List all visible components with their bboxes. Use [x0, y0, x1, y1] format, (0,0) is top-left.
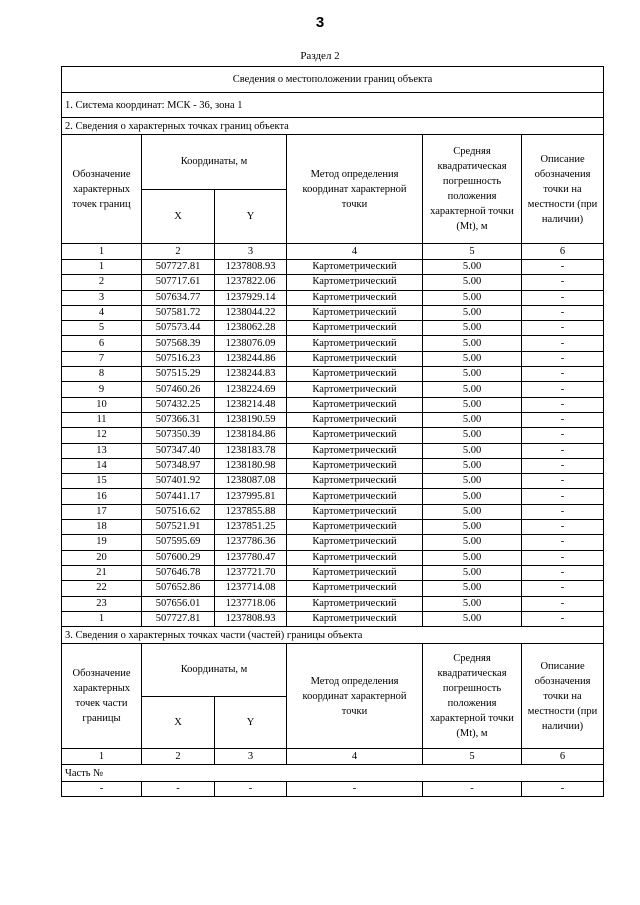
table-row: [62, 367, 604, 382]
point-number: 13: [62, 443, 142, 458]
point-description: -: [522, 367, 604, 382]
parts-header-method: Метод определения координат характерной точки: [287, 644, 423, 749]
point-description: -: [522, 351, 604, 366]
point-accuracy: 5.00: [423, 305, 522, 320]
header-description: Описание обозначения точки на местности (при наличии): [522, 135, 604, 244]
point-number: 20: [62, 550, 142, 565]
point-method: Картометрический: [287, 428, 423, 443]
point-method: Картометрический: [287, 336, 423, 351]
point-accuracy: 5.00: [423, 336, 522, 351]
point-accuracy: 5.00: [423, 412, 522, 427]
point-description: -: [522, 611, 604, 626]
point-x: 507634.77: [142, 290, 215, 305]
table-row: [62, 535, 604, 550]
point-y: 1237714.08: [215, 581, 287, 596]
empty-cell: -: [423, 782, 522, 797]
empty-cell: -: [62, 782, 142, 797]
point-method: Картометрический: [287, 565, 423, 580]
point-number: 2: [62, 275, 142, 290]
table-row: [62, 596, 604, 611]
point-x: 507516.62: [142, 504, 215, 519]
point-accuracy: 5.00: [423, 474, 522, 489]
point-number: 18: [62, 520, 142, 535]
parts-column-numbers-row: [62, 749, 604, 765]
header-x: X: [142, 189, 215, 244]
section-label: Раздел 2: [300, 50, 340, 62]
point-accuracy: 5.00: [423, 504, 522, 519]
point-method: Картометрический: [287, 611, 423, 626]
parts-section-title: 3. Сведения о характерных точках части (частей) границы объекта: [62, 627, 604, 644]
point-description: -: [522, 474, 604, 489]
point-x: 507348.97: [142, 458, 215, 473]
points-section-title: 2. Сведения о характерных точках границ объекта: [62, 118, 604, 135]
table-title: Сведения о местоположении границ объекта: [62, 67, 604, 93]
column-number: 3: [215, 749, 287, 765]
table-row: [62, 565, 604, 580]
column-number: 5: [423, 244, 522, 260]
header-point-designation: Обозначение характерных точек границ: [62, 135, 142, 244]
point-x: 507350.39: [142, 428, 215, 443]
point-description: -: [522, 260, 604, 275]
point-description: -: [522, 458, 604, 473]
table-row: [62, 443, 604, 458]
point-description: -: [522, 336, 604, 351]
point-x: 507656.01: [142, 596, 215, 611]
point-method: Картометрический: [287, 520, 423, 535]
point-number: 8: [62, 367, 142, 382]
point-y: 1237808.93: [215, 260, 287, 275]
point-number: 23: [62, 596, 142, 611]
point-y: 1238062.28: [215, 321, 287, 336]
column-number: 4: [287, 244, 423, 260]
point-number: 22: [62, 581, 142, 596]
point-accuracy: 5.00: [423, 458, 522, 473]
point-x: 507646.78: [142, 565, 215, 580]
point-accuracy: 5.00: [423, 443, 522, 458]
point-number: 1: [62, 260, 142, 275]
point-x: 507521.91: [142, 520, 215, 535]
point-number: 6: [62, 336, 142, 351]
column-number: 6: [522, 749, 604, 765]
point-x: 507516.23: [142, 351, 215, 366]
point-x: 507432.25: [142, 397, 215, 412]
part-label: Часть №: [62, 765, 604, 782]
point-accuracy: 5.00: [423, 565, 522, 580]
column-number: 1: [62, 749, 142, 765]
column-number: 6: [522, 244, 604, 260]
point-accuracy: 5.00: [423, 382, 522, 397]
header-method: Метод определения координат характерной точки: [287, 135, 423, 244]
point-method: Картометрический: [287, 305, 423, 320]
point-y: 1238076.09: [215, 336, 287, 351]
point-number: 1: [62, 611, 142, 626]
empty-cell: -: [522, 782, 604, 797]
column-number: 1: [62, 244, 142, 260]
table-row: [62, 290, 604, 305]
point-x: 507366.31: [142, 412, 215, 427]
point-y: 1237929.14: [215, 290, 287, 305]
point-y: 1237851.25: [215, 520, 287, 535]
point-y: 1237995.81: [215, 489, 287, 504]
parts-header-y: Y: [215, 696, 287, 749]
parts-header-accuracy: Средняя квадратическая погрешность положения характерной точки (Mt), м: [423, 644, 522, 749]
point-description: -: [522, 581, 604, 596]
point-method: Картометрический: [287, 412, 423, 427]
parts-header-point-designation: Обозначение характерных точек части границы: [62, 644, 142, 749]
table-row: [62, 489, 604, 504]
point-description: -: [522, 596, 604, 611]
point-method: Картометрический: [287, 535, 423, 550]
table-row: [62, 305, 604, 320]
point-x: 507441.17: [142, 489, 215, 504]
point-number: 11: [62, 412, 142, 427]
table-row: [62, 336, 604, 351]
point-accuracy: 5.00: [423, 550, 522, 565]
point-description: -: [522, 275, 604, 290]
point-number: 3: [62, 290, 142, 305]
point-number: 5: [62, 321, 142, 336]
point-y: 1237786.36: [215, 535, 287, 550]
point-accuracy: 5.00: [423, 581, 522, 596]
point-y: 1237855.88: [215, 504, 287, 519]
table-row: [62, 474, 604, 489]
parts-header-coordinates: Координаты, м: [142, 644, 287, 697]
point-x: 507727.81: [142, 260, 215, 275]
point-method: Картометрический: [287, 489, 423, 504]
point-number: 15: [62, 474, 142, 489]
column-numbers-row: [62, 244, 604, 260]
point-number: 10: [62, 397, 142, 412]
point-description: -: [522, 443, 604, 458]
point-y: 1238044.22: [215, 305, 287, 320]
table-row: [62, 412, 604, 427]
point-x: 507401.92: [142, 474, 215, 489]
point-y: 1238180.98: [215, 458, 287, 473]
point-y: 1238214.48: [215, 397, 287, 412]
point-x: 507717.61: [142, 275, 215, 290]
table-row: [62, 520, 604, 535]
table-row: [62, 260, 604, 275]
column-number: 2: [142, 749, 215, 765]
table-row: [62, 321, 604, 336]
point-number: 16: [62, 489, 142, 504]
point-method: Картометрический: [287, 367, 423, 382]
point-description: -: [522, 412, 604, 427]
point-y: 1238244.83: [215, 367, 287, 382]
empty-cell: -: [287, 782, 423, 797]
point-method: Картометрический: [287, 397, 423, 412]
point-x: 507347.40: [142, 443, 215, 458]
table-row: [62, 550, 604, 565]
table-row: [62, 397, 604, 412]
point-accuracy: 5.00: [423, 596, 522, 611]
point-accuracy: 5.00: [423, 321, 522, 336]
point-description: -: [522, 428, 604, 443]
point-accuracy: 5.00: [423, 611, 522, 626]
point-x: 507595.69: [142, 535, 215, 550]
column-number: 4: [287, 749, 423, 765]
point-accuracy: 5.00: [423, 489, 522, 504]
point-description: -: [522, 550, 604, 565]
point-method: Картометрический: [287, 596, 423, 611]
point-method: Картометрический: [287, 382, 423, 397]
point-description: -: [522, 290, 604, 305]
point-description: -: [522, 520, 604, 535]
point-method: Картометрический: [287, 290, 423, 305]
point-accuracy: 5.00: [423, 260, 522, 275]
point-x: 507573.44: [142, 321, 215, 336]
point-x: 507568.39: [142, 336, 215, 351]
point-description: -: [522, 382, 604, 397]
point-y: 1238184.86: [215, 428, 287, 443]
point-accuracy: 5.00: [423, 397, 522, 412]
empty-part-row: [62, 782, 604, 797]
header-coordinates: Координаты, м: [142, 135, 287, 190]
point-method: Картометрический: [287, 351, 423, 366]
point-description: -: [522, 565, 604, 580]
point-number: 9: [62, 382, 142, 397]
boundary-table: [61, 66, 604, 797]
point-y: 1238183.78: [215, 443, 287, 458]
header-y: Y: [215, 189, 287, 244]
point-method: Картометрический: [287, 474, 423, 489]
point-number: 21: [62, 565, 142, 580]
point-method: Картометрический: [287, 443, 423, 458]
header-accuracy: Средняя квадратическая погрешность положения характерной точки (Mt), м: [423, 135, 522, 244]
point-y: 1237721.70: [215, 565, 287, 580]
point-y: 1237822.06: [215, 275, 287, 290]
point-description: -: [522, 535, 604, 550]
point-y: 1237780.47: [215, 550, 287, 565]
point-y: 1237808.93: [215, 611, 287, 626]
point-y: 1238224.69: [215, 382, 287, 397]
point-number: 19: [62, 535, 142, 550]
table-row: [62, 382, 604, 397]
point-method: Картометрический: [287, 321, 423, 336]
column-number: 5: [423, 749, 522, 765]
table-row: [62, 458, 604, 473]
parts-header-description: Описание обозначения точки на местности (при наличии): [522, 644, 604, 749]
point-description: -: [522, 321, 604, 336]
table-row: [62, 504, 604, 519]
table-row: [62, 351, 604, 366]
point-accuracy: 5.00: [423, 520, 522, 535]
point-description: -: [522, 305, 604, 320]
point-accuracy: 5.00: [423, 428, 522, 443]
point-x: 507652.86: [142, 581, 215, 596]
point-x: 507727.81: [142, 611, 215, 626]
point-method: Картометрический: [287, 458, 423, 473]
empty-cell: -: [142, 782, 215, 797]
point-number: 12: [62, 428, 142, 443]
point-x: 507600.29: [142, 550, 215, 565]
point-y: 1238244.86: [215, 351, 287, 366]
coordinate-system: 1. Система координат: МСК - 36, зона 1: [62, 93, 604, 118]
point-number: 4: [62, 305, 142, 320]
point-x: 507515.29: [142, 367, 215, 382]
point-x: 507460.26: [142, 382, 215, 397]
table-row: [62, 428, 604, 443]
point-number: 14: [62, 458, 142, 473]
column-number: 3: [215, 244, 287, 260]
table-row: [62, 581, 604, 596]
point-method: Картометрический: [287, 275, 423, 290]
table-row: [62, 611, 604, 626]
point-method: Картометрический: [287, 504, 423, 519]
point-accuracy: 5.00: [423, 367, 522, 382]
point-accuracy: 5.00: [423, 275, 522, 290]
point-number: 7: [62, 351, 142, 366]
point-description: -: [522, 504, 604, 519]
point-number: 17: [62, 504, 142, 519]
point-x: 507581.72: [142, 305, 215, 320]
point-accuracy: 5.00: [423, 290, 522, 305]
point-description: -: [522, 397, 604, 412]
parts-header-x: X: [142, 696, 215, 749]
point-y: 1238087.08: [215, 474, 287, 489]
point-method: Картометрический: [287, 550, 423, 565]
column-number: 2: [142, 244, 215, 260]
page-number: 3: [315, 14, 325, 31]
point-description: -: [522, 489, 604, 504]
point-y: 1238190.59: [215, 412, 287, 427]
point-method: Картометрический: [287, 581, 423, 596]
table-row: [62, 275, 604, 290]
point-accuracy: 5.00: [423, 535, 522, 550]
point-accuracy: 5.00: [423, 351, 522, 366]
point-method: Картометрический: [287, 260, 423, 275]
empty-cell: -: [215, 782, 287, 797]
point-y: 1237718.06: [215, 596, 287, 611]
